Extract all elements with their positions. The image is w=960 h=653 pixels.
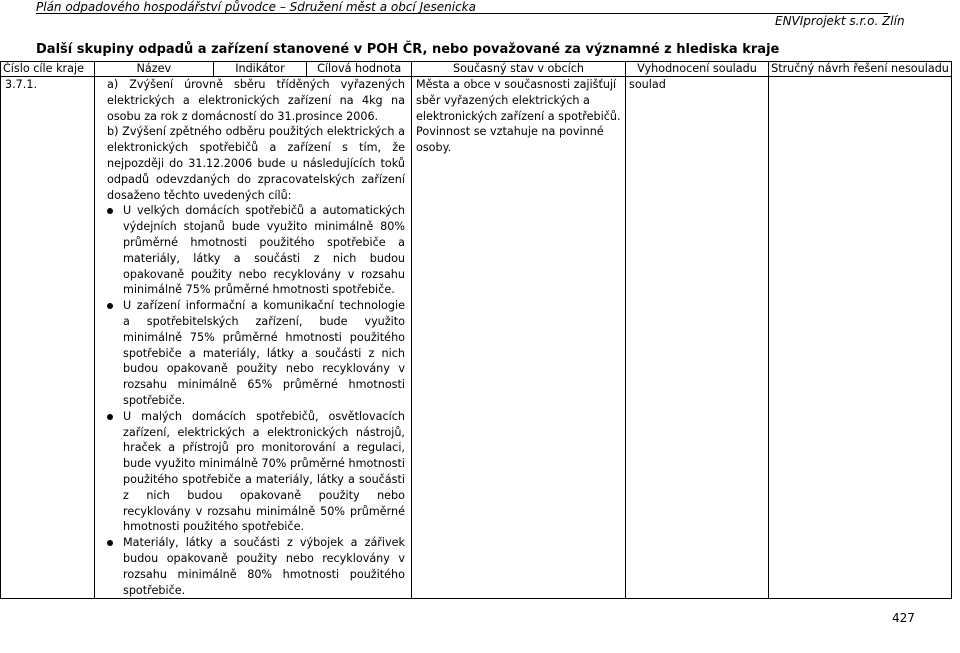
list-item — [95, 535, 405, 598]
list-item — [95, 409, 405, 535]
bullet-icon — [107, 208, 113, 214]
header-rule — [36, 13, 888, 14]
list-item — [95, 203, 405, 298]
bullet-text: U velkých domácích spotřebičů a automatických výdejních stojanů bude využito minimálně 80% průměrné hmotnosti použitého spotřebiče a materiály, látky a součásti z nich budou opakovaně použity nebo recyklovány v rozsahu minimálně 75% průměrné hmotnosti spotřebiče. — [123, 204, 405, 297]
bullet-icon — [107, 540, 113, 546]
bullet-text: U malých domácích spotřebičů, osvětlovacích zařízení, elektrických a elektronických nástrojů, hraček a přístrojů pro monitorování a regulaci, bude využito minimálně 70% průměrné hmotnosti použitého spotřebiče a materiály, látky a součásti z nich budou opakovaně použity nebo recyklovány v rozsahu minimálně 50% průměrné hmotnosti použitého spotřebiče. — [123, 409, 405, 534]
cell-proposal — [769, 77, 952, 599]
target-a-text: a) Zvýšení úrovně sběru tříděných vyřazených elektrických a elektronických zařízení na 4kg na osobu za rok z domácností do 31.prosince 2006. — [107, 78, 405, 123]
page-number: 427 — [892, 611, 915, 625]
col-header-indicator: Indikátor — [235, 62, 285, 75]
cell-current-state: Města a obce v současnosti zajišťují sběr vyřazených elektrických a elektronických zařízení a spotřebičů. Povinnost se vztahuje na povinné osoby. — [412, 77, 626, 599]
table-header-row — [1, 62, 952, 77]
running-header-title: Plán odpadového hospodářství původce – Sdružení měst a obcí Jesenicka — [36, 0, 476, 14]
col-header-proposal: Stručný návrh řešení nesouladu — [769, 62, 952, 77]
bullet-icon — [107, 303, 113, 309]
col-header-state: Současný stav v obcích — [412, 62, 626, 77]
running-header-company: ENVIprojekt s.r.o. Zlín — [775, 14, 905, 28]
bullet-text: Materiály, látky a součásti z výbojek a zářivek budou opakovaně použity nebo recyklovány v rozsahu minimálně 80% hmotnosti použitého spotřebiče. — [123, 536, 405, 597]
cell-code: 3.7.1. — [1, 77, 95, 599]
cell-name — [95, 77, 412, 599]
section-title: Další skupiny odpadů a zařízení stanovené v POH ČR, nebo považované za významné z hlediska kraje — [36, 42, 780, 57]
bullet-text: U zařízení informační a komunikační technologie a spotřebitelských zařízení, bude využito minimálně 75% průměrné hmotnosti použitého spotřebiče a materiály, látky a součásti z nich budou opakovaně použity nebo recyklovány v rozsahu minimálně 65% průměrné hmotnosti spotřebiče. — [123, 299, 405, 407]
col-header-target: Cílová hodnota — [317, 62, 402, 75]
target-bullet-list — [95, 203, 405, 598]
col-header-name: Název — [136, 62, 172, 75]
cell-evaluation: soulad — [626, 77, 769, 599]
col-header-evaluation: Vyhodnocení souladu — [626, 62, 769, 77]
col-header-code: Číslo cíle kraje — [1, 62, 95, 77]
target-b-text: b) Zvýšení zpětného odběru použitých elektrických a elektronických spotřebičů a zařízení s tím, že nejpozději do 31.12.2006 bude u následujících toků odpadů odevzdaných do zpracovatelských zařízení dosaženo těchto uvedených cílů: — [107, 125, 405, 202]
list-item — [95, 298, 405, 409]
col-header-group — [95, 62, 412, 77]
table-row — [1, 77, 952, 599]
bullet-icon — [107, 414, 113, 420]
targets-table — [0, 61, 952, 599]
